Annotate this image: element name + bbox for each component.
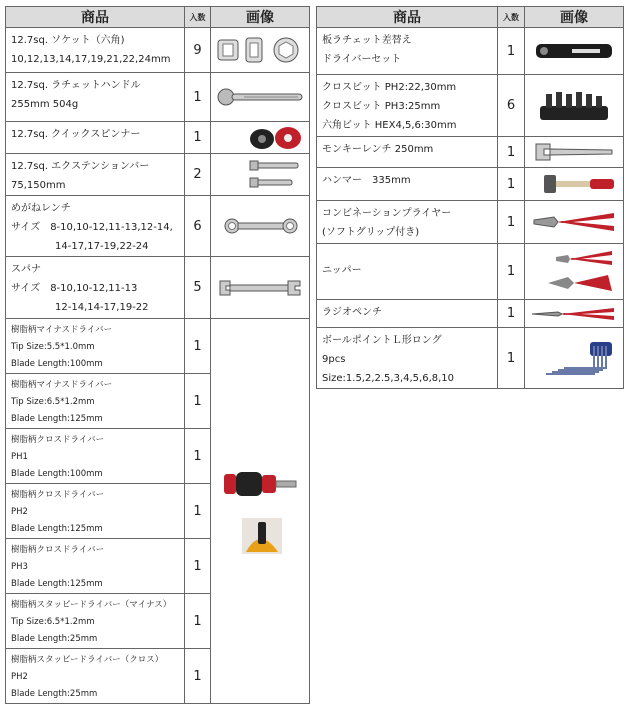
- quantity: 1: [185, 539, 211, 594]
- product-line: PH3: [11, 562, 28, 572]
- quantity: 1: [498, 137, 525, 168]
- product-name: [6, 196, 185, 257]
- product-name: [317, 168, 498, 201]
- product-line: Blade Length:125mm: [11, 524, 103, 534]
- pliers-icon: [528, 207, 620, 237]
- quantity: 2: [185, 154, 211, 196]
- product-line: (ソフトグリップ付き): [322, 227, 420, 238]
- product-name: [6, 374, 185, 429]
- product-line: めがねレンチ: [11, 203, 71, 214]
- quantity: 1: [498, 168, 525, 201]
- product-line: ラジオペンチ: [322, 307, 382, 318]
- product-line: ハンマー 335mm: [322, 175, 411, 186]
- needle-nose-pliers-icon: [528, 303, 620, 325]
- product-line: サイズ 8-10,10-12,11-13,12-14,: [11, 222, 173, 233]
- adjustable-wrench-icon: [528, 140, 620, 164]
- hammer-icon: [528, 171, 620, 197]
- table-row: [6, 319, 310, 374]
- quantity: 1: [185, 594, 211, 649]
- table-row: [317, 244, 624, 300]
- product-line: Tip Size:5.5*1.0mm: [11, 342, 95, 352]
- product-line: PH2: [11, 672, 28, 682]
- product-line: 9pcs: [322, 354, 346, 365]
- product-name: [317, 300, 498, 328]
- quantity: 1: [185, 319, 211, 374]
- quantity: 1: [185, 122, 211, 154]
- quantity: 9: [185, 28, 211, 73]
- spanner-icon: [214, 278, 306, 298]
- product-name: [317, 201, 498, 244]
- quantity: 1: [498, 244, 525, 300]
- product-line: 12.7sq. ソケット（六角): [11, 35, 125, 46]
- product-line: 樹脂柄スタッビードライバー（クロス）: [11, 655, 164, 665]
- product-line: 樹脂柄クロスドライバー: [11, 490, 105, 500]
- product-line: ドライバーセット: [322, 54, 402, 65]
- quantity: 5: [185, 257, 211, 319]
- product-line: 樹脂柄クロスドライバー: [11, 435, 105, 445]
- product-line: Blade Length:125mm: [11, 579, 103, 589]
- product-line: 14-17,17-19,22-24: [55, 241, 149, 252]
- header-image: 画像: [211, 7, 310, 28]
- product-line: 255mm 504g: [11, 99, 79, 110]
- product-line: 12.7sq. エクステンションバー: [11, 161, 150, 172]
- ratchet-handle-icon: [214, 87, 306, 107]
- hex-key-set-icon: [528, 336, 620, 380]
- table-row: [317, 75, 624, 137]
- quantity: 1: [498, 328, 525, 389]
- table-row: [6, 73, 310, 122]
- quick-spinner-icon: [214, 124, 306, 152]
- product-name: [6, 594, 185, 649]
- product-line: 12.7sq. クイックスピンナー: [11, 129, 141, 140]
- quantity: 6: [185, 196, 211, 257]
- box-wrench-icon: [214, 216, 306, 236]
- product-line: クロスビット PH2:22,30mm: [322, 82, 457, 93]
- product-line: PH2: [11, 507, 28, 517]
- table-row: [317, 28, 624, 75]
- product-name: [6, 319, 185, 374]
- product-line: 12.7sq. ラチェットハンドル: [11, 80, 141, 91]
- product-line: 75,150mm: [11, 180, 66, 191]
- table-row: [6, 154, 310, 196]
- table-row: [317, 328, 624, 389]
- product-name: [317, 75, 498, 137]
- quantity: 1: [185, 374, 211, 429]
- product-name: [317, 328, 498, 389]
- table-row: [317, 300, 624, 328]
- product-name: [6, 257, 185, 319]
- quantity: 6: [498, 75, 525, 137]
- table-row: [6, 122, 310, 154]
- product-name: [317, 244, 498, 300]
- extension-bar-icon: [214, 159, 306, 191]
- product-line: 10,12,13,14,17,19,21,22,24mm: [11, 54, 171, 65]
- header-product: 商品: [6, 7, 185, 28]
- table-row: [317, 168, 624, 201]
- flat-ratchet-icon: [528, 40, 620, 62]
- quantity: 1: [185, 649, 211, 704]
- product-name: [317, 137, 498, 168]
- product-line: 樹脂柄クロスドライバー: [11, 545, 105, 555]
- header-quantity: 入数: [185, 7, 211, 28]
- quantity: 1: [498, 201, 525, 244]
- product-line: コンビネーションプライヤー: [322, 208, 452, 219]
- product-line: Blade Length:100mm: [11, 359, 103, 369]
- product-line: Blade Length:125mm: [11, 414, 103, 424]
- nipper-icon: [528, 247, 620, 297]
- product-line: ボールポイントＬ形ロング: [322, 335, 442, 346]
- product-line: スパナ: [11, 264, 41, 275]
- product-line: クロスビット PH3:25mm: [322, 101, 441, 112]
- left-parts-table: [5, 6, 310, 704]
- product-line: Size:1.5,2,2.5,3,4,5,6,8,10: [322, 373, 455, 384]
- product-line: Blade Length:25mm: [11, 689, 98, 699]
- table-row: [317, 137, 624, 168]
- header-quantity: 入数: [498, 7, 525, 28]
- product-line: Blade Length:100mm: [11, 469, 103, 479]
- product-name: [6, 28, 185, 73]
- quantity: 1: [185, 429, 211, 484]
- product-line: 樹脂柄マイナスドライバー: [11, 325, 113, 335]
- product-line: サイズ 8-10,10-12,11-13: [11, 283, 138, 294]
- header-image: 画像: [525, 7, 624, 28]
- product-line: Blade Length:25mm: [11, 634, 98, 644]
- product-name: [6, 484, 185, 539]
- table-row: [6, 28, 310, 73]
- table-row: [6, 257, 310, 319]
- product-name: [317, 28, 498, 75]
- header-row: [6, 7, 310, 28]
- quantity: 1: [498, 28, 525, 75]
- header-product: 商品: [317, 7, 498, 28]
- quantity: 1: [185, 73, 211, 122]
- product-name: [6, 429, 185, 484]
- product-line: 樹脂柄マイナスドライバー: [11, 380, 113, 390]
- screwdriver-icon: [220, 466, 300, 556]
- product-line: Tip Size:6.5*1.2mm: [11, 617, 95, 627]
- header-row: [317, 7, 624, 28]
- product-line: 樹脂柄スタッビードライバー（マイナス）: [11, 600, 172, 610]
- product-name: [6, 649, 185, 704]
- socket-set-icon: [214, 34, 306, 66]
- product-name: [6, 122, 185, 154]
- product-line: Tip Size:6.5*1.2mm: [11, 397, 95, 407]
- product-line: ニッパー: [322, 265, 362, 276]
- bit-set-icon: [528, 88, 620, 124]
- product-line: 板ラチェット差替え: [322, 35, 412, 46]
- product-name: [6, 73, 185, 122]
- right-parts-table: [316, 6, 624, 389]
- product-name: [6, 539, 185, 594]
- product-line: 六角ビット HEX4,5,6:30mm: [322, 120, 457, 131]
- quantity: 1: [498, 300, 525, 328]
- table-row: [6, 196, 310, 257]
- product-line: PH1: [11, 452, 28, 462]
- quantity: 1: [185, 484, 211, 539]
- product-line: モンキーレンチ 250mm: [322, 144, 434, 155]
- product-name: [6, 154, 185, 196]
- table-row: [317, 201, 624, 244]
- product-line: 12-14,14-17,19-22: [55, 302, 149, 313]
